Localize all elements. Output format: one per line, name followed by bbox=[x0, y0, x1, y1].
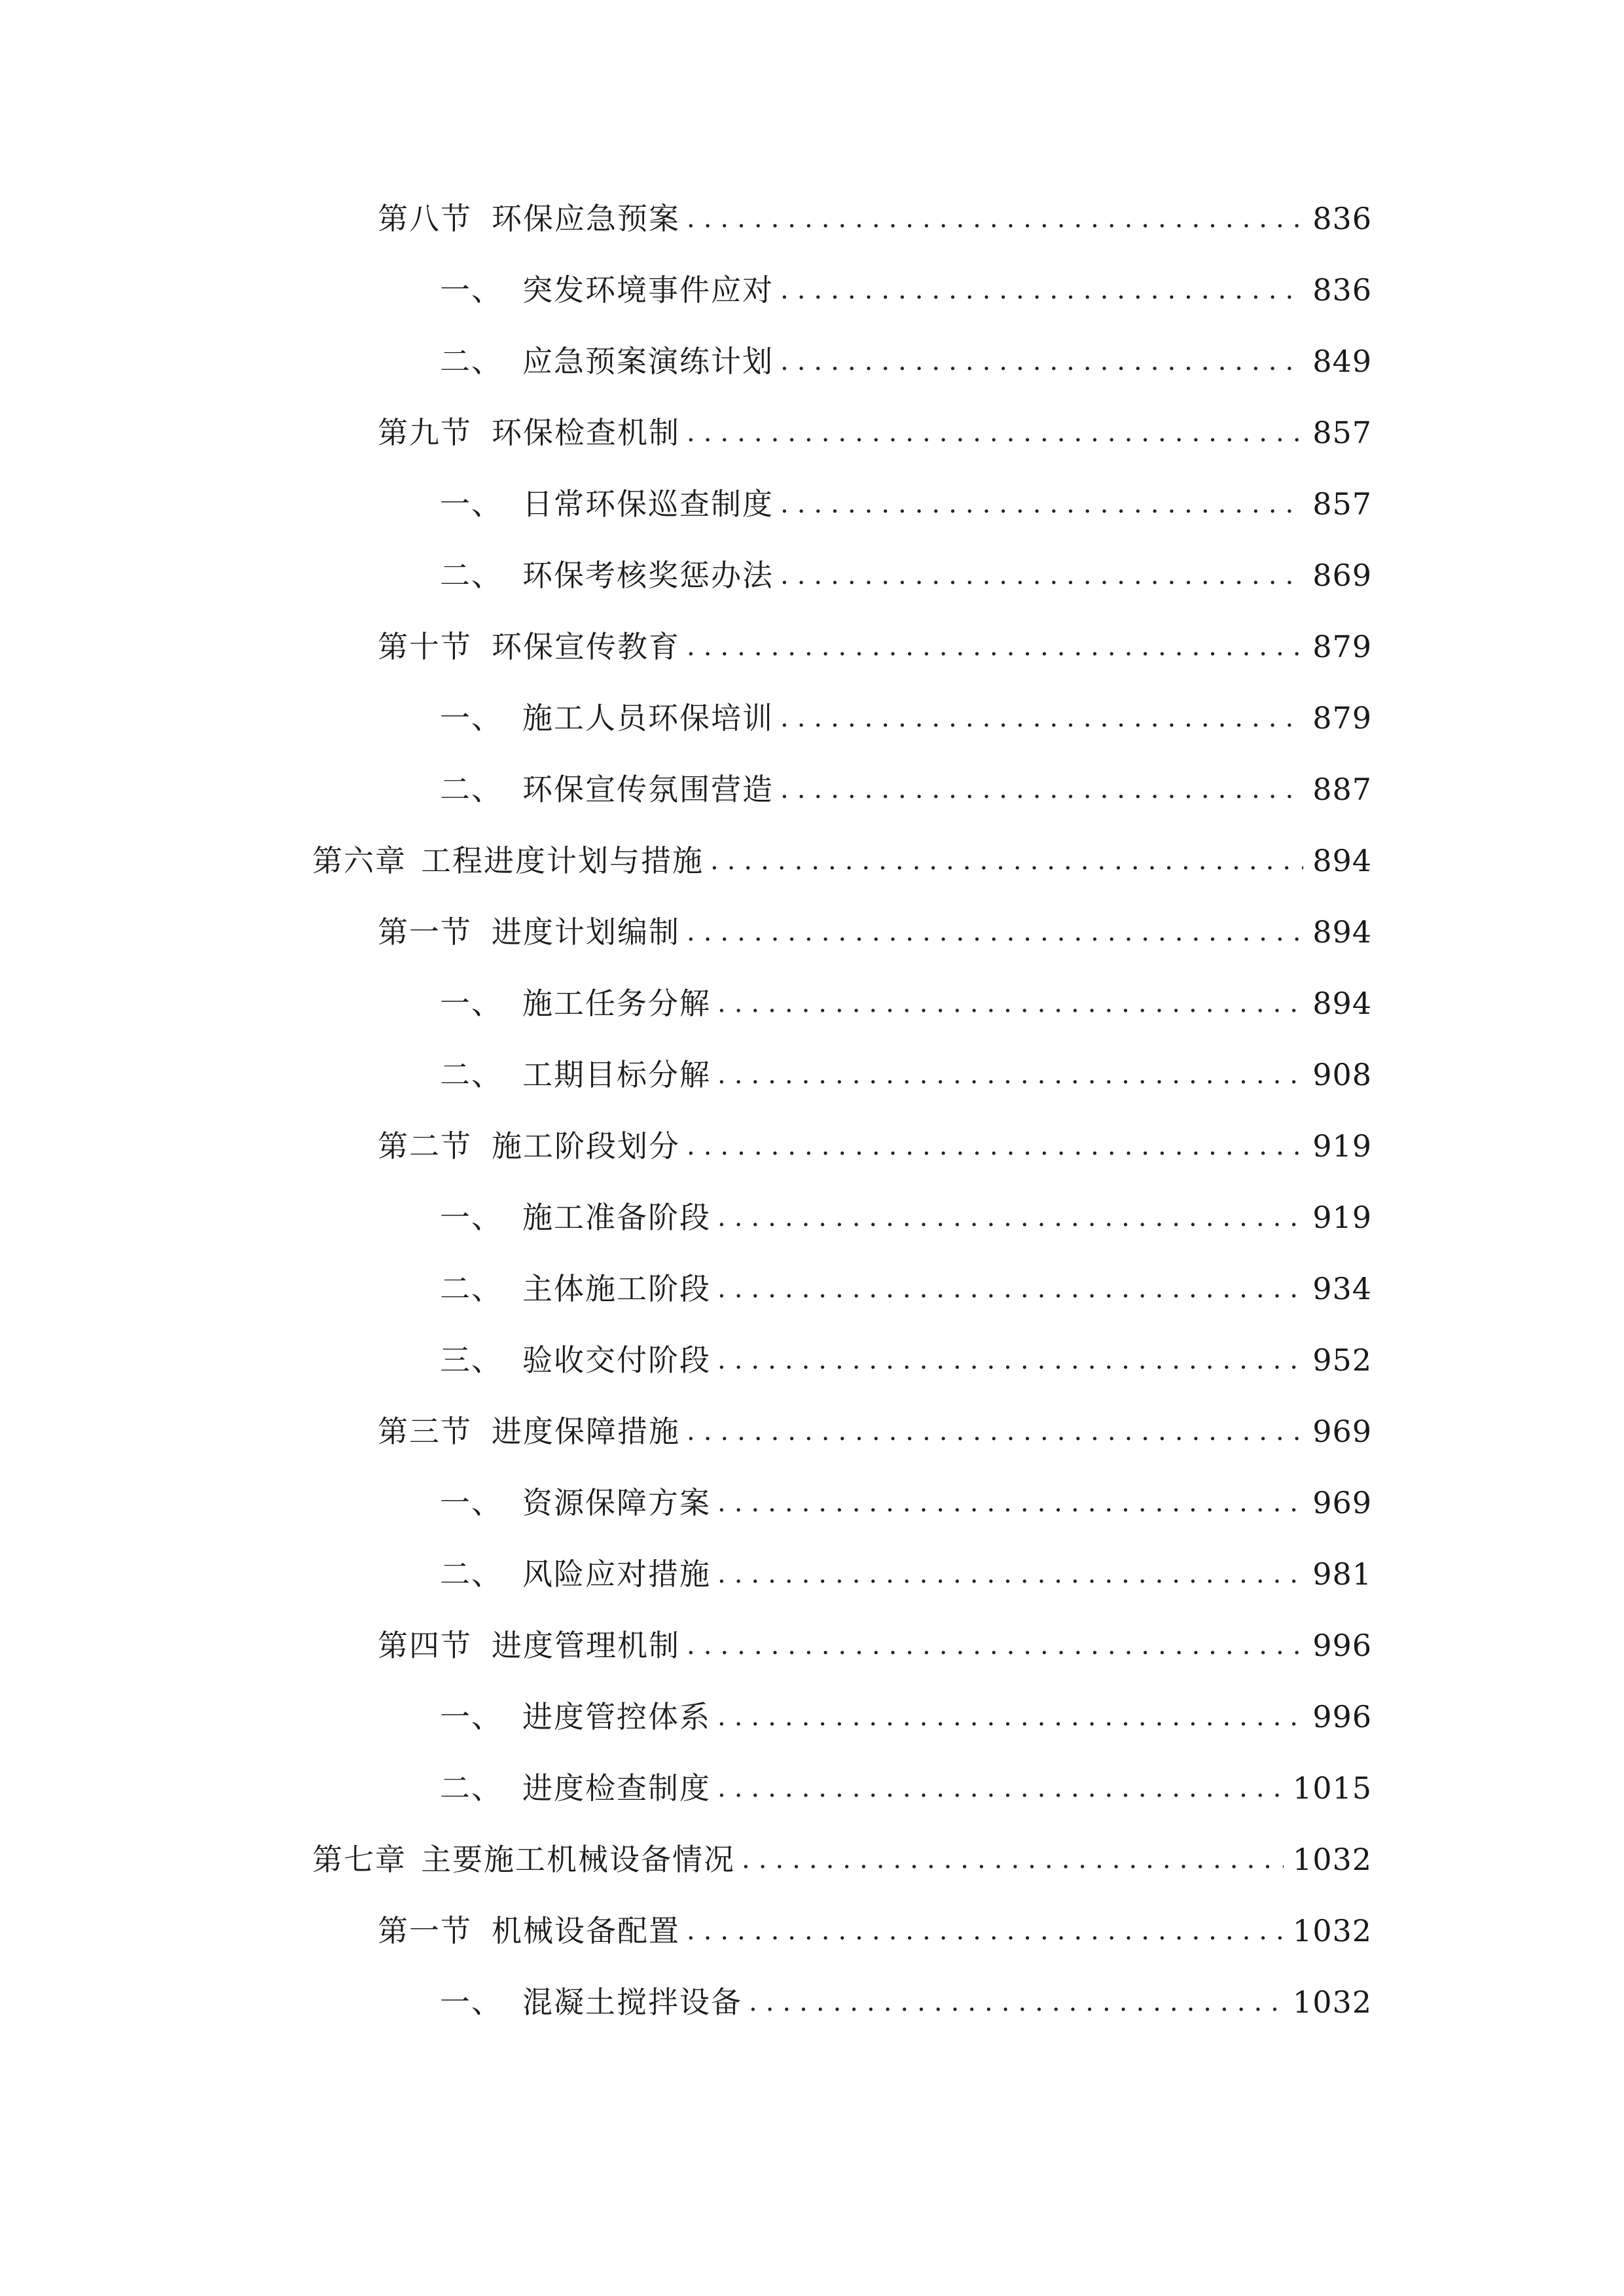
toc-entry-label: 机械设备配置 bbox=[492, 1913, 680, 1948]
toc-entry-label: 主要施工机械设备情况 bbox=[421, 1842, 735, 1877]
toc-entry-number: 第三节 bbox=[378, 1414, 472, 1449]
toc-entry-number: 二、 bbox=[440, 1556, 503, 1592]
toc-entry-page: 919 bbox=[1312, 1200, 1372, 1235]
toc-entry-label: 环保宣传氛围营造 bbox=[522, 772, 774, 807]
toc-entry[interactable] bbox=[378, 1120, 1372, 1172]
toc-entry-title bbox=[440, 1191, 711, 1244]
toc-leader-dots bbox=[687, 192, 1303, 245]
toc-entry-title bbox=[378, 1120, 680, 1172]
toc-entry-label: 工期目标分解 bbox=[522, 1057, 711, 1092]
toc-entry[interactable] bbox=[378, 620, 1372, 673]
toc-leader-dots bbox=[717, 1263, 1303, 1315]
toc-entry-page: 894 bbox=[1312, 986, 1372, 1021]
toc-entry-number: 一、 bbox=[440, 1200, 503, 1235]
toc-entry-number: 三、 bbox=[440, 1342, 503, 1378]
toc-entry-page: 996 bbox=[1312, 1699, 1372, 1734]
toc-entry-number: 第二节 bbox=[378, 1128, 472, 1164]
toc-leader-dots bbox=[717, 1049, 1303, 1101]
toc-entry-page: 1032 bbox=[1292, 1842, 1372, 1877]
toc-entry[interactable] bbox=[440, 478, 1372, 530]
toc-entry-label: 施工阶段划分 bbox=[492, 1128, 680, 1164]
toc-entry-number: 一、 bbox=[440, 986, 503, 1021]
toc-entry-page: 879 bbox=[1312, 700, 1372, 736]
toc-entry-page: 849 bbox=[1312, 344, 1372, 379]
toc-leader-dots bbox=[717, 1191, 1303, 1244]
toc-entry[interactable] bbox=[440, 335, 1372, 387]
toc-entry-title bbox=[440, 977, 711, 1030]
toc-leader-dots bbox=[780, 335, 1303, 387]
toc-entry-number: 一、 bbox=[440, 1485, 503, 1520]
toc-entry-number: 第九节 bbox=[378, 415, 472, 450]
toc-leader-dots bbox=[687, 1120, 1303, 1172]
toc-entry-number: 第一节 bbox=[378, 914, 472, 950]
toc-entry-page: 919 bbox=[1312, 1128, 1372, 1164]
toc-entry-title bbox=[440, 1691, 711, 1743]
toc-entry-label: 施工人员环保培训 bbox=[522, 700, 774, 736]
toc-leader-dots bbox=[687, 1619, 1303, 1672]
toc-entry-page: 836 bbox=[1312, 272, 1372, 308]
toc-leader-dots bbox=[687, 1405, 1303, 1458]
toc-entry-number: 二、 bbox=[440, 772, 503, 807]
toc-entry-number: 第一节 bbox=[378, 1913, 472, 1948]
toc-entry-page: 1032 bbox=[1292, 1984, 1372, 2020]
toc-entry-title bbox=[440, 1477, 711, 1529]
toc-entry-page: 857 bbox=[1312, 415, 1372, 450]
toc-entry-title bbox=[378, 192, 680, 245]
toc-entry-title bbox=[440, 1762, 711, 1814]
toc-entry-page: 952 bbox=[1312, 1342, 1372, 1378]
toc-entry[interactable] bbox=[440, 977, 1372, 1030]
toc-entry-label: 工程进度计划与措施 bbox=[421, 843, 704, 878]
toc-entry[interactable] bbox=[440, 763, 1372, 816]
toc-entry-page: 879 bbox=[1312, 629, 1372, 664]
toc-leader-dots bbox=[717, 1762, 1284, 1814]
toc-entry-title bbox=[440, 1976, 742, 2028]
toc-entry-label: 进度管理机制 bbox=[492, 1628, 680, 1663]
toc-entry-label: 进度管控体系 bbox=[522, 1699, 711, 1734]
toc-entry-label: 风险应对措施 bbox=[522, 1556, 711, 1592]
toc-leader-dots bbox=[742, 1833, 1284, 1886]
toc-entry[interactable] bbox=[312, 1833, 1372, 1886]
toc-entry-title bbox=[440, 763, 774, 816]
toc-entry-title bbox=[312, 834, 704, 887]
toc-entry-label: 资源保障方案 bbox=[522, 1485, 711, 1520]
toc-entry-number: 第十节 bbox=[378, 629, 472, 664]
toc-entry-number: 第六章 bbox=[312, 843, 406, 878]
toc-entry-number: 一、 bbox=[440, 700, 503, 736]
toc-entry-page: 908 bbox=[1312, 1057, 1372, 1092]
toc-entry[interactable] bbox=[440, 1191, 1372, 1244]
toc-entry-number: 一、 bbox=[440, 272, 503, 308]
toc-entry-title bbox=[440, 692, 774, 744]
toc-entry-page: 1032 bbox=[1292, 1913, 1372, 1948]
toc-leader-dots bbox=[717, 1477, 1303, 1529]
toc-entry-label: 突发环境事件应对 bbox=[522, 272, 774, 308]
toc-leader-dots bbox=[780, 478, 1303, 530]
toc-entry[interactable] bbox=[378, 1405, 1372, 1458]
toc-entry-label: 环保检查机制 bbox=[492, 415, 680, 450]
toc-entry-number: 二、 bbox=[440, 1057, 503, 1092]
toc-entry-label: 进度计划编制 bbox=[492, 914, 680, 950]
toc-entry-title bbox=[440, 478, 774, 530]
toc-entry-number: 一、 bbox=[440, 486, 503, 522]
toc-entry-title bbox=[378, 620, 680, 673]
toc-entry[interactable] bbox=[440, 1334, 1372, 1386]
toc-entry-title bbox=[440, 549, 774, 601]
toc-entry-page: 836 bbox=[1312, 201, 1372, 236]
toc-leader-dots bbox=[717, 1548, 1303, 1600]
toc-leader-dots bbox=[780, 264, 1303, 316]
toc-entry-number: 二、 bbox=[440, 1271, 503, 1306]
toc-entry-label: 环保考核奖惩办法 bbox=[522, 558, 774, 593]
toc-entry-title bbox=[312, 1833, 735, 1886]
toc-entry-label: 环保宣传教育 bbox=[492, 629, 680, 664]
toc-entry-title bbox=[440, 1334, 711, 1386]
toc-entry[interactable] bbox=[378, 1905, 1372, 1957]
toc-entry-title bbox=[440, 1049, 711, 1101]
toc-entry[interactable] bbox=[440, 692, 1372, 744]
toc-leader-dots bbox=[687, 906, 1303, 958]
toc-entry-label: 环保应急预案 bbox=[492, 201, 680, 236]
toc-entry-page: 969 bbox=[1312, 1485, 1372, 1520]
toc-entry-label: 验收交付阶段 bbox=[522, 1342, 711, 1378]
toc-leader-dots bbox=[780, 692, 1303, 744]
toc-entry[interactable] bbox=[378, 192, 1372, 245]
toc-entry-page: 894 bbox=[1312, 843, 1372, 878]
toc-entry[interactable] bbox=[440, 1762, 1372, 1814]
toc-entry-label: 应急预案演练计划 bbox=[522, 344, 774, 379]
toc-entry[interactable] bbox=[378, 406, 1372, 459]
toc-entry-page: 996 bbox=[1312, 1628, 1372, 1663]
toc-entry[interactable] bbox=[440, 1691, 1372, 1743]
toc-entry-title bbox=[378, 406, 680, 459]
toc-entry-title bbox=[440, 1548, 711, 1600]
toc-entry-page: 981 bbox=[1312, 1556, 1372, 1592]
toc-entry-label: 进度检查制度 bbox=[522, 1770, 711, 1806]
toc-entry[interactable] bbox=[378, 906, 1372, 958]
toc-entry-label: 进度保障措施 bbox=[492, 1414, 680, 1449]
toc-entry-label: 施工准备阶段 bbox=[522, 1200, 711, 1235]
toc-entry[interactable] bbox=[440, 1976, 1372, 2028]
toc-entry-page: 894 bbox=[1312, 914, 1372, 950]
toc-entry-page: 934 bbox=[1312, 1271, 1372, 1306]
toc-entry-page: 869 bbox=[1312, 558, 1372, 593]
toc-entry-title bbox=[440, 335, 774, 387]
toc-entry-number: 二、 bbox=[440, 344, 503, 379]
toc-leader-dots bbox=[687, 620, 1303, 673]
toc-entry-title bbox=[378, 1405, 680, 1458]
toc-entry-label: 施工任务分解 bbox=[522, 986, 711, 1021]
toc-entry-title bbox=[378, 1619, 680, 1672]
toc-entry-number: 一、 bbox=[440, 1699, 503, 1734]
toc-entry-number: 二、 bbox=[440, 558, 503, 593]
toc-leader-dots bbox=[749, 1976, 1284, 2028]
toc-entry[interactable] bbox=[440, 1477, 1372, 1529]
toc-entry-title bbox=[440, 1263, 711, 1315]
toc-entry-number: 一、 bbox=[440, 1984, 503, 2020]
toc-entry-page: 1015 bbox=[1292, 1770, 1372, 1806]
toc-leader-dots bbox=[710, 834, 1303, 887]
toc-entry-number: 第四节 bbox=[378, 1628, 472, 1663]
toc-leader-dots bbox=[717, 1691, 1303, 1743]
toc-entry-number: 第七章 bbox=[312, 1842, 406, 1877]
toc-entry[interactable] bbox=[440, 1548, 1372, 1600]
toc-entry-title bbox=[378, 906, 680, 958]
toc-entry-label: 混凝土搅拌设备 bbox=[522, 1984, 742, 2020]
toc-entry-label: 主体施工阶段 bbox=[522, 1271, 711, 1306]
toc-leader-dots bbox=[717, 977, 1303, 1030]
toc-leader-dots bbox=[717, 1334, 1303, 1386]
toc-leader-dots bbox=[780, 549, 1303, 601]
toc-entry[interactable] bbox=[440, 549, 1372, 601]
toc-entry-page: 857 bbox=[1312, 486, 1372, 522]
toc-entry-title bbox=[440, 264, 774, 316]
toc-entry[interactable] bbox=[378, 1619, 1372, 1672]
toc-entry[interactable] bbox=[440, 264, 1372, 316]
toc-leader-dots bbox=[687, 1905, 1284, 1957]
toc-entry-number: 第八节 bbox=[378, 201, 472, 236]
toc-entry-page: 887 bbox=[1312, 772, 1372, 807]
toc-entry-label: 日常环保巡查制度 bbox=[522, 486, 774, 522]
toc-entry-page: 969 bbox=[1312, 1414, 1372, 1449]
toc-entry[interactable] bbox=[440, 1049, 1372, 1101]
toc-entry-title bbox=[378, 1905, 680, 1957]
toc-entry[interactable] bbox=[312, 834, 1372, 887]
toc-leader-dots bbox=[687, 406, 1303, 459]
toc-leader-dots bbox=[780, 763, 1303, 816]
toc-entry-number: 二、 bbox=[440, 1770, 503, 1806]
toc-entry[interactable] bbox=[440, 1263, 1372, 1315]
